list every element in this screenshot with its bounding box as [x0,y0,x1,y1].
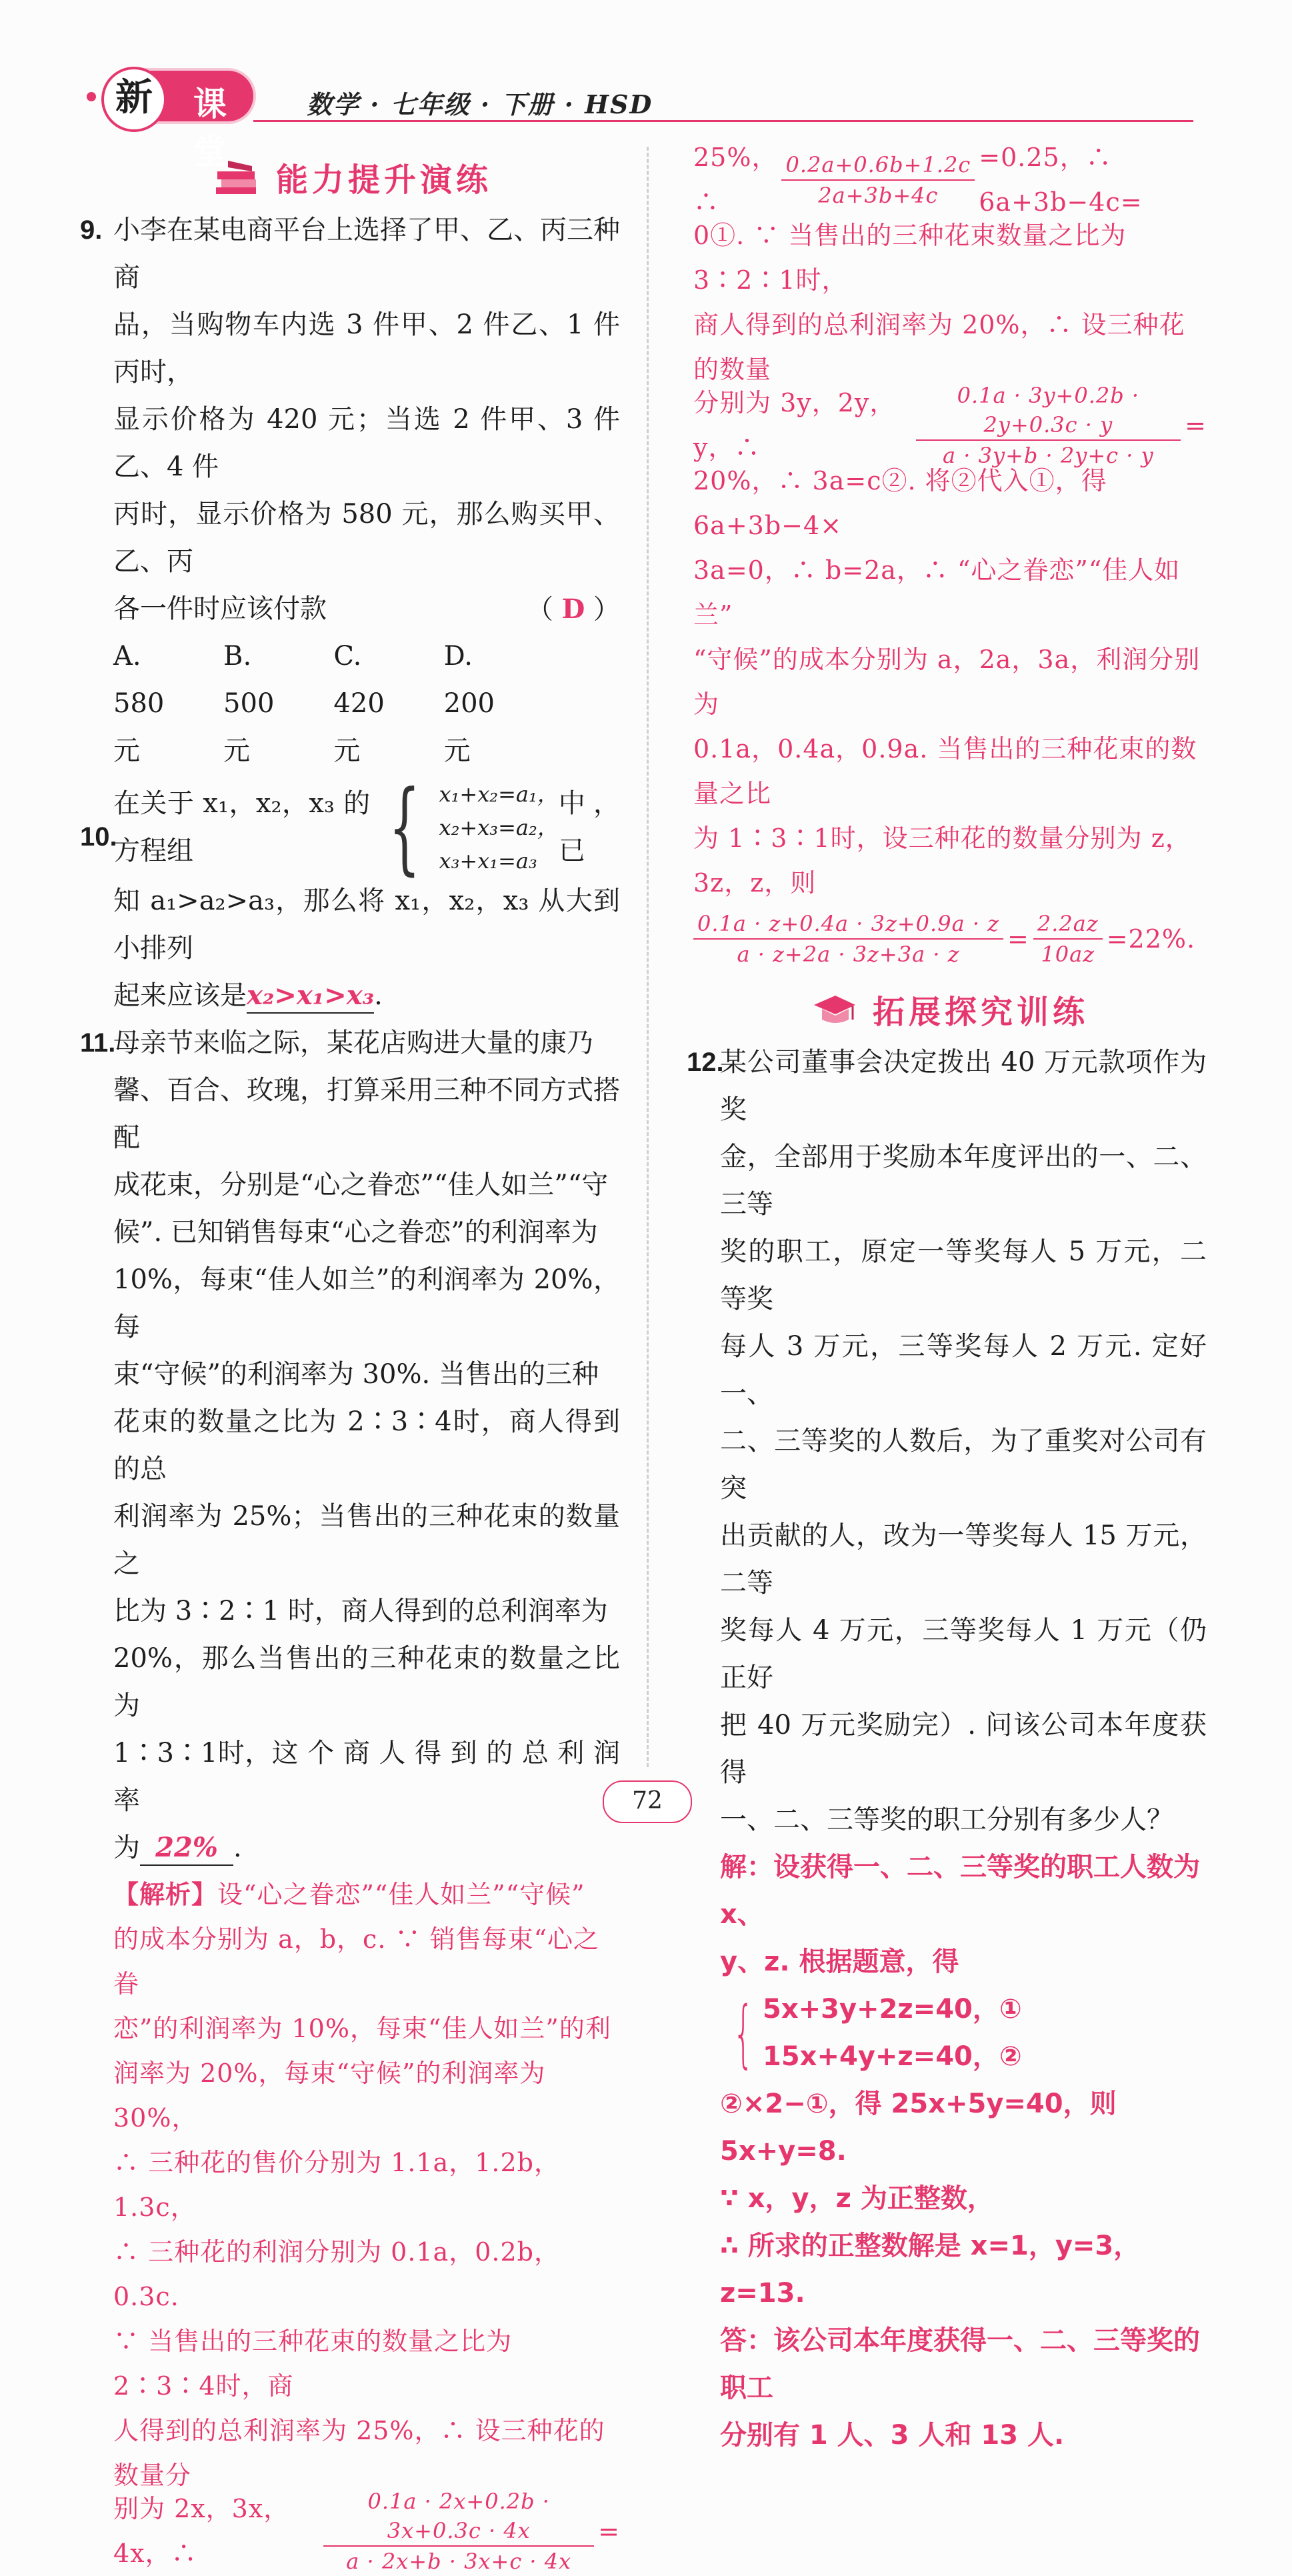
left-column [80,147,620,2574]
solution-line: y、z. 根据题意，得 [720,1947,959,1977]
analysis-text: =0.25，∴ 6a+3b−4c= [979,143,1143,217]
question-line [113,972,620,1020]
question-line: 1∶3∶1时，这 个 商 人 得 到 的 总 利 润 率 [113,1738,620,1816]
question-line: 显示价格为 420 元；当选 2 件甲、3 件乙、4 件 [113,404,620,482]
logo-text: 课堂 [193,84,228,171]
question-line: 出贡献的人，改为一等奖每人 15 万元，二等 [720,1520,1207,1598]
logo-dot [87,92,96,101]
analysis-line: 的成本分别为 a，b，c. ∵ 销售每束“心之眷 [113,1924,600,1999]
question-line: 丙时，显示价格为 580 元，那么购买甲、乙、丙 [113,499,620,577]
question-line [113,1824,620,1872]
analysis-text: =22%. [1106,924,1196,954]
question-12 [687,1039,1207,1844]
question-line: 馨、百合、玫瑰，打算采用三种不同方式搭配 [113,1075,620,1153]
section-heading-extension [693,979,1207,1039]
answer-blank: x₂>x₁>x₃ [247,979,374,1014]
answer-bracket: （ D ） [526,593,620,625]
analysis-line [693,906,1207,972]
fraction [1033,909,1103,969]
analysis-text: = [1185,410,1207,440]
question-line: 奖每人 4 万元，三等奖每人 1 万元（仍正好 [720,1615,1207,1693]
question-line: 品，当购物车内选 3 件甲、2 件乙、1 件丙时， [113,309,620,387]
section-title: 能力提升演练 [275,161,492,199]
question-line [113,770,620,886]
choice-d: D. 200 元 [443,641,495,766]
solution-line: 解：设获得一、二、三等奖的职工人数为 x、 [720,1852,1200,1930]
question-line: 一、二、三等奖的职工分别有多少人？ [720,1804,1173,1835]
question-line: 知 a₁>a₂>a₃，那么将 x₁，x₂，x₃ 从大到小排列 [113,886,620,964]
analysis-text: 设“心之眷恋”“佳人如兰”“守候” [217,1880,585,1909]
analysis-line: 20%，∴ 3a=c②. 将②代入①，得 6a+3b−4× [693,466,1107,540]
analysis-line [693,143,1207,217]
equation-system [720,1986,1207,2081]
analysis-text: 25%，∴ [693,143,778,217]
question-10 [80,770,620,1020]
equation: x₁+x₂=a₁， [439,782,559,807]
question-line: 利润率为 25%；当售出的三种花束的数量之 [113,1501,620,1579]
question-line: 束“守候”的利润率为 30%. 当售出的三种 [113,1359,599,1390]
denominator: 10az [1041,942,1095,967]
question-line [113,585,620,633]
numerator: 0.2a+0.6b+1.2c [781,150,975,181]
analysis-text: = [598,2516,620,2546]
analysis-line: ∵ 当售出的三种花束的数量之比为 2∶3∶4时，商 [113,2327,513,2401]
analysis-line: “守候”的成本分别为 a，2a，3a，利润分别为 [693,645,1201,719]
section-heading-ability [87,147,620,207]
answer-choice: D [561,593,585,625]
numerator: 0.1a · z+0.4a · 3z+0.9a · z [693,909,1003,940]
analysis-line: 0①. ∵ 当售出的三种花束数量之比为 3∶2∶1时， [693,221,1127,295]
question-line: 每人 3 万元，三等奖每人 2 万元. 定好一、 [720,1331,1207,1409]
equation-lines [763,1986,1022,2081]
analysis-line: ∴ 三种花的利润分别为 0.1a，0.2b，0.3c. [113,2237,561,2311]
analysis-line: 商人得到的总利润率为 20%，∴ 设三种花的数量 [693,310,1185,384]
question-number: 10. [80,822,117,852]
analysis-line: 0.1a，0.4a，0.9a. 当售出的三种花束的数量之比 [693,734,1197,808]
numerator: 2.2az [1033,909,1103,940]
denominator: a · 3y+b · 2y+c · y [943,443,1154,468]
denominator: a · 2x+b · 3x+c · 4x [346,2549,572,2574]
question-text: 为 [113,1832,140,1863]
choice-b: B. 500 元 [223,641,275,766]
analysis-line [693,383,1207,468]
fraction [323,2487,594,2576]
question-number: 12. [687,1048,724,1077]
question-line: 小李在某电商平台上选择了甲、乙、丙三种商 [113,215,620,293]
solution-line: 分别有 1 人、3 人和 13 人. [720,2420,1065,2451]
analysis-text: 分别为 3y，2y，y，∴ [693,388,896,462]
question-line: 母亲节来临之际，某花店购进大量的康乃 [113,1028,593,1058]
analysis-line: ∴ 三种花的售价分别为 1.1a，1.2b，1.3c， [113,2148,561,2222]
question-text: . [374,980,383,1011]
denominator: a · z+2a · 3z+3a · z [737,942,960,967]
equation: 5x+3y+2z=40，① [763,1994,1022,2025]
section-title: 拓展探究训练 [872,993,1089,1031]
question-line: 金，全部用于奖励本年度评出的一、二、三等 [720,1142,1207,1220]
denominator: 2a+3b+4c [818,183,939,208]
question-text: 中，已 [558,788,620,866]
fraction [916,381,1181,470]
equation: 15x+4y+z=40，② [763,2041,1022,2072]
question-line: 某公司董事会决定拨出 40 万元款项作为奖 [720,1047,1207,1125]
solution-line: ∵ x，y，z 为正整数， [720,2183,994,2214]
analysis-line: 人得到的总利润率为 25%，∴ 设三种花的数量分 [113,2416,605,2490]
question-line: 把 40 万元奖励完）. 问该公司本年度获得 [720,1710,1207,1788]
left-brace: { [733,1991,754,2076]
analysis-label: 【解析】 [113,1879,218,1909]
header-rule [253,120,1193,122]
question-number: 9. [80,215,103,245]
column-divider [647,147,649,1767]
equation-lines [439,778,559,878]
equation-system [370,770,559,886]
solution-line: ②×2−①，得 25x+5y=40，则 5x+y=8. [720,2089,1117,2167]
numerator: 0.1a · 3y+0.2b · 2y+0.3c · y [916,381,1181,441]
question-line: 成花束，分别是“心之眷恋”“佳人如兰”“守 [113,1170,609,1200]
books-icon [215,158,261,195]
question-11 [80,1020,620,1872]
analysis-line: 润率为 20%，每束“守候”的利润率为 30%， [113,2059,546,2133]
question-line: 花束的数量之比为 2∶3∶4时，商人得到的总 [113,1406,620,1484]
choice-list [87,633,527,775]
logo-char: 新 [101,67,167,132]
analysis-line: 3a=0，∴ b=2a，∴ “心之眷恋”“佳人如兰” [693,555,1181,629]
book-title: 数学 · 七年级 · 下册 · HSD [307,89,653,119]
analysis-line: 恋”的利润率为 10%，每束“佳人如兰”的利 [113,2014,611,2043]
page-number: 72 [603,1780,692,1823]
question-9 [80,207,620,633]
question-line: 二、三等奖的人数后，为了重奖对公司有突 [720,1426,1207,1504]
equation: x₃+x₁=a₃ [439,848,537,874]
graduation-cap-icon [811,990,858,1028]
choice-a: A. 580 元 [113,641,165,766]
answer-blank: 22% [140,1831,233,1866]
question-line: 奖的职工，原定一等奖每人 5 万元，二等奖 [720,1236,1207,1314]
choice-c: C. 420 元 [333,641,385,766]
left-brace: { [388,770,421,886]
question-line: 20%，那么当售出的三种花束的数量之比为 [113,1643,620,1721]
fraction [693,909,1003,969]
question-text: 各一件时应该付款 [113,593,327,624]
analysis-line [113,1872,620,1917]
analysis-line: 为 1∶3∶1时，设三种花的数量分别为 z，3z，z，则 [693,824,1191,898]
series-logo [87,67,267,171]
question-number: 11. [80,1028,116,1058]
solution-line: 答：该公司本年度获得一、二、三等奖的职工 [720,2325,1200,2403]
numerator: 0.1a · 2x+0.2b · 3x+0.3c · 4x [323,2487,594,2547]
solution-line: ∴ 所求的正整数解是 x=1，y=3，z=13. [720,2231,1141,2309]
right-column [687,143,1207,2459]
question-line: 候”. 已知销售每束“心之眷恋”的利润率为 [113,1217,598,1248]
analysis-block [87,1872,620,2574]
question-line: 10%，每束“佳人如兰”的利润率为 20%，每 [113,1264,620,1342]
analysis-text: = [1007,924,1029,954]
question-text: 在关于 x₁，x₂，x₃ 的方程组 [113,788,371,866]
question-line: 比为 3∶2∶1 时，商人得到的总利润率为 [113,1596,608,1626]
question-text: 起来应该是 [113,980,247,1011]
fraction [781,150,975,210]
question-text: . [233,1832,242,1863]
analysis-text: 别为 2x，3x，4x，∴ [113,2494,290,2568]
equation: x₂+x₃=a₂， [439,815,559,840]
analysis-line [113,2489,620,2574]
analysis-continued [693,143,1207,972]
solution-block [693,1844,1207,2459]
